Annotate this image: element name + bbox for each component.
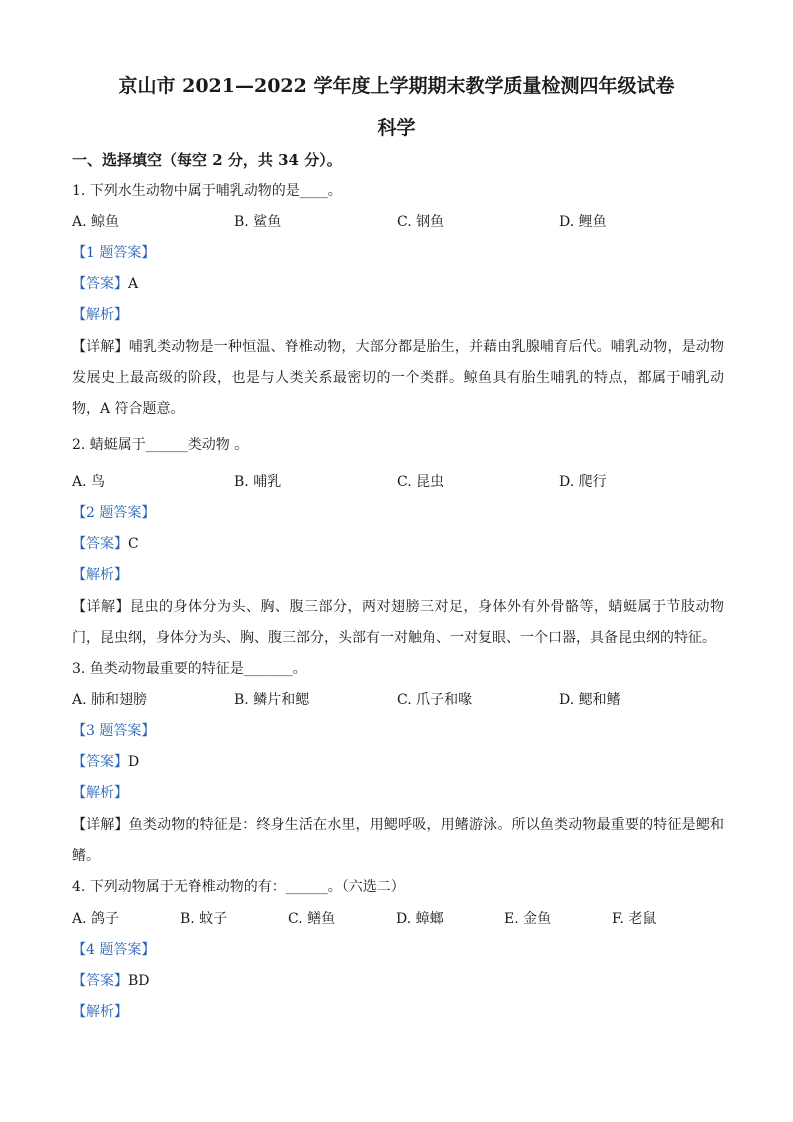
question-3-detail — [72, 810, 724, 872]
option-b: B. 哺乳 — [234, 474, 282, 490]
question-2-detail — [72, 592, 724, 654]
answer-label: 【答案】 — [72, 973, 128, 989]
question-2-options — [72, 472, 723, 492]
question-3-analysis: 【解析】 — [72, 785, 128, 801]
question-2-stem: 2. 蜻蜓属于______类动物 。 — [72, 437, 249, 453]
option-b: B. 鳞片和鳃 — [234, 692, 310, 708]
question-3-answer-tag: 【3 题答案】 — [72, 723, 156, 739]
subject-title: 科学 — [377, 117, 416, 139]
question-3-stem: 3. 鱼类动物最重要的特征是_______。 — [72, 661, 307, 677]
answer-value: BD — [128, 973, 150, 989]
question-4-stem: 4. 下列动物属于无脊椎动物的有：______。（六选二） — [72, 879, 405, 895]
option-a: A. 鸽子 — [72, 911, 120, 927]
option-c: C. 鳝鱼 — [288, 911, 336, 927]
question-1-answer — [72, 274, 723, 294]
answer-label: 【答案】 — [72, 536, 128, 552]
question-1-analysis: 【解析】 — [72, 307, 128, 323]
question-4-answer-tag: 【4 题答案】 — [72, 942, 156, 958]
answer-value: A — [128, 276, 139, 292]
option-a: A. 鸟 — [72, 474, 106, 490]
option-c: C. 钢鱼 — [397, 214, 445, 230]
question-1-detail — [72, 332, 724, 425]
answer-value: C — [128, 536, 139, 552]
question-2-analysis: 【解析】 — [72, 567, 128, 583]
detail-label: 【详解】 — [72, 339, 129, 355]
answer-value: D — [128, 754, 140, 770]
question-4-analysis: 【解析】 — [72, 1004, 128, 1020]
question-2-answer — [72, 534, 723, 554]
option-b: B. 蚊子 — [180, 911, 228, 927]
option-a: A. 肺和翅膀 — [72, 692, 148, 708]
exam-title: 京山市 2021—2022 学年度上学期期末教学质量检测四年级试卷 — [118, 75, 675, 97]
question-3-answer — [72, 752, 723, 772]
detail-text: 鱼类动物的特征是：终身生活在水里，用鳃呼吸，用鳍游泳。所以鱼类动物最重要的特征是鳃和鳍。 — [72, 817, 725, 864]
detail-text: 哺乳类动物是一种恒温、脊椎动物，大部分都是胎生，并藉由乳腺哺育后代。哺乳动物，是动物发展史上最高级的阶段，也是与人类关系最密切的一个类群。鲸鱼具有胎生哺乳的特点，都属于哺乳动物，A 符合题意。 — [72, 339, 725, 417]
detail-label: 【详解】 — [72, 817, 129, 833]
option-d: D. 蟑螂 — [396, 911, 444, 927]
answer-label: 【答案】 — [72, 754, 128, 770]
detail-label: 【详解】 — [72, 599, 130, 615]
question-1-answer-tag: 【1 题答案】 — [72, 245, 156, 261]
question-4-answer — [72, 971, 723, 991]
question-1-stem: 1. 下列水生动物中属于哺乳动物的是____。 — [72, 183, 342, 199]
option-d: D. 爬行 — [559, 474, 607, 490]
option-e: E. 金鱼 — [504, 911, 552, 927]
question-4-options — [72, 909, 723, 929]
option-b: B. 鲨鱼 — [234, 214, 282, 230]
option-d: D. 鲤鱼 — [559, 214, 607, 230]
option-d: D. 鳃和鳍 — [559, 692, 621, 708]
option-a: A. 鲸鱼 — [72, 214, 120, 230]
option-c: C. 昆虫 — [397, 474, 445, 490]
question-1-options — [72, 212, 723, 232]
option-f: F. 老鼠 — [612, 911, 657, 927]
option-c: C. 爪子和喙 — [397, 692, 473, 708]
section-heading: 一、选择填空（每空 2 分，共 34 分）。 — [72, 151, 342, 169]
question-3-options — [72, 690, 723, 710]
question-2-answer-tag: 【2 题答案】 — [72, 505, 156, 521]
answer-label: 【答案】 — [72, 276, 128, 292]
detail-text: 昆虫的身体分为头、胸、腹三部分，两对翅膀三对足，身体外有外骨骼等，蜻蜓属于节肢动物门，昆虫纲，身体分为头、胸、腹三部分，头部有一对触角、一对复眼、一个口器，具备昆虫纲的特征。 — [72, 599, 724, 646]
